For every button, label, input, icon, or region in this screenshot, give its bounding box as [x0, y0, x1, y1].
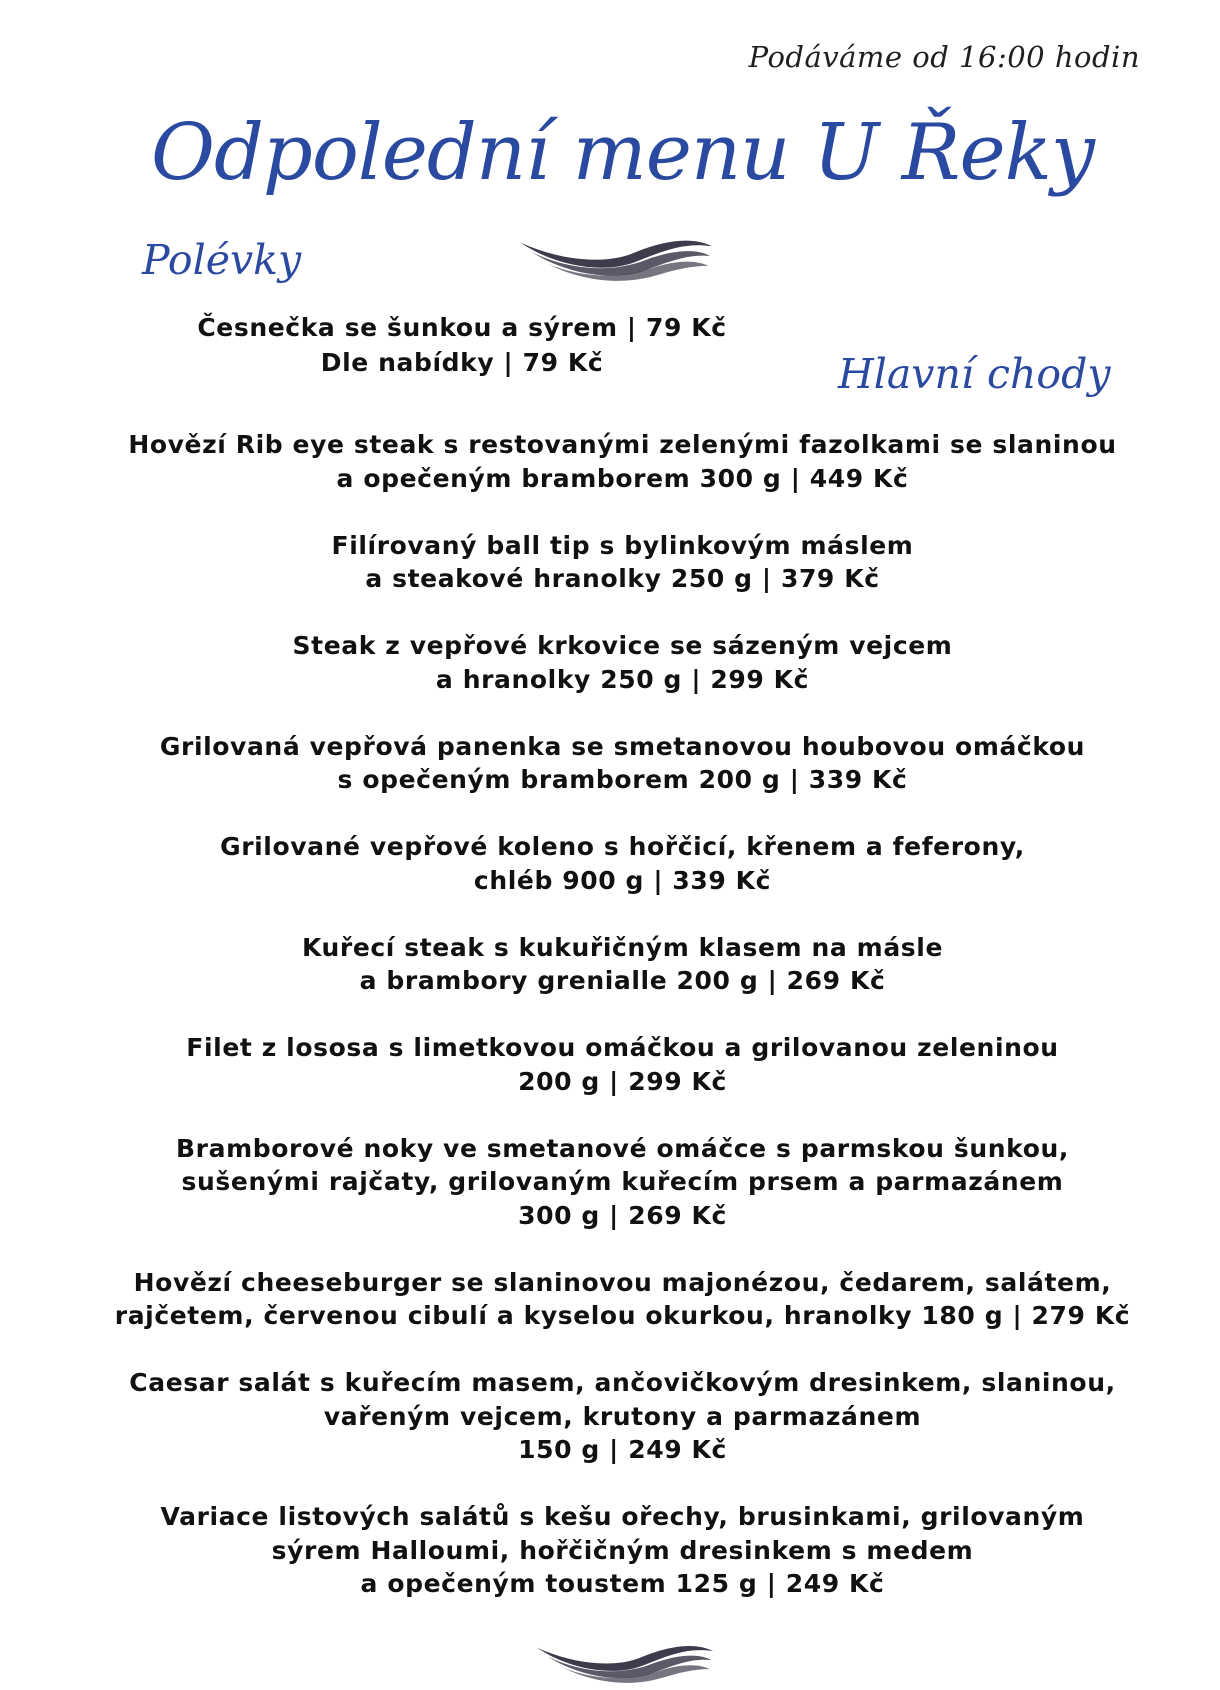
main-course-line: 200 g | 299 Kč	[518, 1066, 727, 1096]
main-course-item	[0, 1366, 1220, 1467]
main-course-line: vařeným vejcem, krutony a parmazánem	[323, 1401, 922, 1431]
main-course-line: Filírovaný ball tip s bylinkovým máslem	[331, 530, 914, 560]
soup-list	[150, 310, 774, 380]
main-course-line: Hovězí cheeseburger se slaninovou majonézou, čedarem, salátem,	[133, 1267, 1112, 1297]
main-course-item	[0, 428, 1220, 495]
main-course-item	[0, 529, 1220, 596]
serving-time: Podáváme od 16:00 hodin	[748, 40, 1140, 74]
main-course-line: a hranolky 250 g | 299 Kč	[435, 664, 810, 694]
main-course-line: Filet z lososa s limetkovou omáčkou a grilovanou zeleninou	[186, 1033, 1059, 1062]
main-course-line: 300 g | 269 Kč	[518, 1200, 727, 1230]
main-course-item	[0, 830, 1220, 897]
main-course-line: Hovězí Rib eye steak s restovanými zelenými fazolkami se slaninou	[128, 430, 1117, 459]
main-course-line: chléb 900 g | 339 Kč	[473, 865, 772, 895]
main-course-line: sušenými rajčaty, grilovaným kuřecím prsem a parmazánem	[181, 1167, 1064, 1196]
wave-ornament-icon	[518, 232, 714, 282]
page-title: Odpolední menu U Řeky	[151, 108, 1094, 198]
main-course-item	[0, 1500, 1220, 1601]
main-course-line: a opečeným toustem 125 g | 249 Kč	[360, 1569, 885, 1598]
main-course-line: Grilovaná vepřová panenka se smetanovou houbovou omáčkou	[159, 731, 1086, 761]
main-course-line: 150 g | 249 Kč	[518, 1435, 727, 1464]
main-course-item	[0, 1031, 1220, 1098]
main-course-item	[0, 730, 1220, 797]
wave-ornament-icon	[535, 1638, 715, 1684]
main-course-item	[0, 1132, 1220, 1233]
main-course-line: rajčetem, červenou cibulí a kyselou okurkou, hranolky 180 g | 279 Kč	[114, 1301, 1131, 1330]
main-course-item	[0, 629, 1220, 696]
main-course-line: Variace listových salátů s kešu ořechy, brusinkami, grilovaným	[160, 1502, 1085, 1531]
main-course-line: a steakové hranolky 250 g | 379 Kč	[365, 564, 880, 593]
main-course-line: s opečeným bramborem 200 g | 339 Kč	[337, 765, 908, 794]
main-course-line: a opečeným bramborem 300 g | 449 Kč	[336, 463, 909, 493]
soup-item: Dle nabídky | 79 Kč	[320, 348, 604, 377]
main-course-line: sýrem Halloumi, hořčičným dresinkem s medem	[271, 1535, 974, 1565]
main-course-item	[0, 1266, 1220, 1333]
section-heading-mains: Hlavní chody	[838, 350, 1111, 398]
soup-item: Česnečka se šunkou a sýrem | 79 Kč	[197, 313, 727, 342]
main-course-line: Steak z vepřové krkovice se sázeným vejcem	[292, 631, 953, 660]
section-heading-soups: Polévky	[142, 236, 302, 284]
main-course-line: Grilované vepřové koleno s hořčicí, křenem a feferony,	[220, 832, 1025, 861]
main-course-line: Caesar salát s kuřecím masem, ančovičkovým dresinkem, slaninou,	[129, 1368, 1116, 1397]
main-course-line: Bramborové noky ve smetanové omáčce s parmskou šunkou,	[176, 1133, 1069, 1163]
main-course-line: a brambory grenialle 200 g | 269 Kč	[359, 966, 886, 995]
main-course-item	[0, 931, 1220, 998]
main-course-list	[0, 428, 1220, 1634]
main-course-line: Kuřecí steak s kukuřičným klasem na másle	[301, 932, 944, 962]
